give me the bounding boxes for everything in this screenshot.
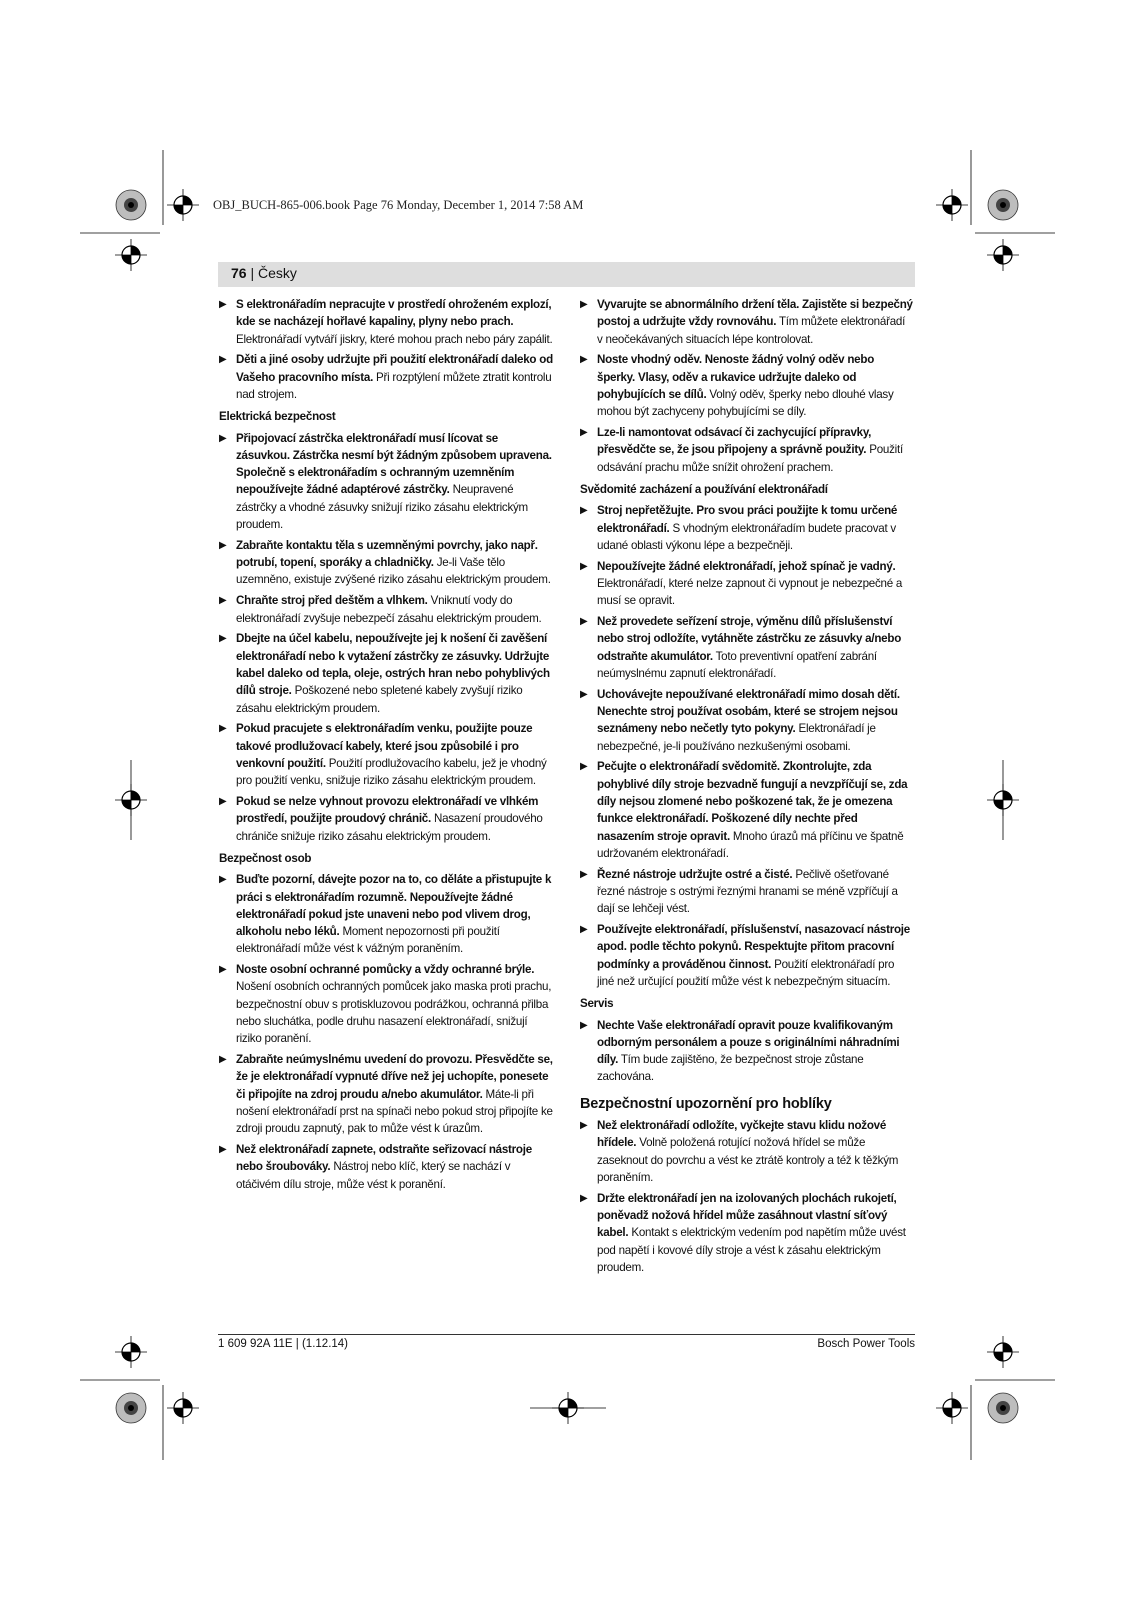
bullet-triangle-icon: ▶ [219, 874, 227, 886]
safety-item-instruction: Děti a jiné osoby udržujte při použití elektronářadí daleko od Vašeho pracovního místa. [236, 353, 553, 384]
safety-item [219, 961, 554, 1047]
safety-item [580, 502, 913, 554]
safety-item [580, 296, 913, 348]
safety-item-explanation: Moment nepozornosti při použití elektronářadí může vést k vážným poraněním. [236, 925, 500, 956]
safety-item [580, 613, 913, 682]
safety-item [580, 866, 913, 918]
safety-item-instruction: Vyvarujte se abnormálního držení těla. Zajistěte si bezpečný postoj a udržujte vždy rovnováhu. [597, 298, 913, 329]
footer-rule [218, 1334, 915, 1335]
safety-item [219, 871, 554, 957]
safety-item [219, 1141, 554, 1193]
safety-item [580, 921, 913, 990]
left-column [219, 296, 554, 1197]
safety-item-explanation: Je-li Vaše tělo uzemněno, existuje zvýšené riziko zásahu elektrickým proudem. [236, 556, 551, 587]
page-language: Česky [258, 265, 297, 281]
bullet-triangle-icon: ▶ [580, 868, 588, 880]
safety-item-instruction: Pečujte o elektronářadí svědomitě. Zkontrolujte, zda pohyblivé díly stroje bezvadně fungují a nevzpříčují se, zda díly nejsou zlomené nebo poškozené tak, že je omezena funkce elektronářadí. Poškozené díly nechte před nasazením stroje opravit. [597, 760, 908, 843]
safety-item [580, 351, 913, 420]
safety-item [580, 1190, 913, 1276]
bullet-triangle-icon: ▶ [219, 299, 227, 310]
bullet-triangle-icon: ▶ [580, 761, 588, 773]
bullet-triangle-icon: ▶ [219, 964, 227, 976]
bullet-triangle-icon: ▶ [580, 1120, 588, 1132]
safety-item-explanation: Pečlivě ošetřované řezné nástroje s ostrými řeznými hranami se méně vzpříčují a dají se lehčeji vést. [597, 867, 898, 916]
safety-item-explanation: Poškozené nebo spletené kabely zvyšují riziko zásahu elektrickým proudem. [236, 684, 523, 715]
safety-item-explanation: Toto preventivní opatření zabrání neúmyslnému zapnutí elektronářadí. [597, 649, 877, 680]
safety-item-explanation: Volný oděv, šperky nebo dlouhé vlasy mohou být zachyceny pohybujícími se díly. [597, 387, 894, 419]
safety-item-instruction: Dbejte na účel kabelu, nepoužívejte jej k nošení či zavěšení elektronářadí nebo k vytažení zástrčky ze zásuvky. Udržujte kabel daleko od tepla, oleje, ostrých hran nebo pohyblivých dílů stroje. [236, 632, 550, 698]
safety-item-explanation: Tím můžete elektronářadí v neočekávaných situacích lépe kontrolovat. [597, 315, 906, 346]
safety-item-instruction: Noste osobní ochranné pomůcky a vždy ochranné brýle. [236, 963, 535, 977]
safety-item-explanation: Tím bude zajištěno, že bezpečnost stroje zůstane zachována. [597, 1053, 864, 1084]
safety-item-explanation: Neupravené zástrčky a vhodné zásuvky snižují riziko zásahu elektrickým proudem. [236, 483, 528, 532]
bullet-triangle-icon: ▶ [580, 1192, 588, 1204]
bullet-triangle-icon: ▶ [580, 924, 588, 936]
safety-item-instruction: Než elektronářadí zapnete, odstraňte seřizovací nástroje nebo šroubováky. [236, 1143, 532, 1174]
safety-item-explanation: Elektronářadí, které nelze zapnout či vypnout je nebezpečné a musí se opravit. [597, 576, 903, 608]
safety-item [219, 720, 554, 789]
safety-item-explanation: Elektronářadí vytváří jiskry, které mohou prach nebo páry zapálit. [236, 332, 553, 346]
safety-item-explanation: Mnoho úrazů má příčinu ve špatně udržovaném elektronářadí. [597, 829, 904, 860]
safety-item-explanation: Při rozptýlení můžete ztratit kontrolu nad strojem. [236, 370, 552, 401]
safety-item-instruction: Nechte Vaše elektronářadí opravit pouze kvalifikovaným odborným personálem a pouze s originálními náhradními díly. [597, 1018, 900, 1067]
bullet-triangle-icon: ▶ [219, 539, 227, 551]
safety-item-explanation: Kontakt s elektrickým vedením pod napětím může uvést pod napětí i kovové díly stroje a vést k zásahu elektrickým proudem. [597, 1226, 906, 1274]
section-title: Bezpečnostní upozornění pro hoblíky [580, 1095, 832, 1112]
bullet-triangle-icon: ▶ [580, 505, 588, 517]
bullet-triangle-icon: ▶ [580, 299, 588, 310]
safety-item-instruction: Uchovávejte nepoužívané elektronářadí mimo dosah dětí. Nenechte stroj používat osobám, které se strojem nejsou seznámeny nebo nečetly tyto pokyny. [597, 687, 900, 736]
page-header: 76 | Česky [231, 265, 297, 281]
safety-item [580, 758, 913, 862]
page-number: 76 [231, 265, 247, 281]
bullet-triangle-icon: ▶ [219, 723, 227, 735]
safety-item-instruction: Připojovací zástrčka elektronářadí musí lícovat se zásuvkou. Zástrčka nesmí být žádným způsobem upravena. Společně s elektronářadím s ochranným uzemněním nepoužívejte žádné adaptérové zástrčky. [236, 431, 552, 497]
safety-item [219, 1051, 554, 1137]
safety-item-instruction: Zabraňte neúmyslnému uvedení do provozu. Přesvědčte se, že je elektronářadí vypnuté dříve než jej uchopíte, ponesete či připojíte na zdroj proudu a/nebo akumulátor. [236, 1053, 553, 1101]
safety-item-explanation: S vhodným elektronářadím budete pracovat v udané oblasti výkonu lépe a bezpečněji. [597, 521, 896, 552]
bullet-triangle-icon: ▶ [219, 1054, 227, 1066]
safety-item [580, 686, 913, 755]
safety-item-instruction: Buďte pozorní, dávejte pozor na to, co děláte a přistupujte k práci s elektronářadím rozumně. Nepoužívejte žádné elektronářadí pokud jste unaveni nebo pod vlivem drog, alkoholu nebo léků. [236, 873, 552, 939]
safety-item-explanation: Volně položená rotující nožová hřídel se může zaseknout do povrchu a vést ke ztrátě kontroly a též k těžkým poraněním. [597, 1136, 899, 1184]
safety-item-instruction: Zabraňte kontaktu těla s uzemněnými povrchy, jako např. potrubí, topení, sporáky a chladničky. [236, 538, 538, 570]
right-column [580, 296, 913, 1280]
safety-item-instruction: Pokud se nelze vyhnout provozu elektronářadí ve vlhkém prostředí, použijte proudový chránič. [236, 795, 539, 826]
subsection-heading: Svědomité zacházení a používání elektronářadí [580, 482, 828, 496]
bullet-triangle-icon: ▶ [219, 432, 227, 444]
safety-item-instruction: Než provedete seřízení stroje, výměnu dílů příslušenství nebo stroj odložíte, vytáhněte zástrčku ze zásuvky a/nebo odstraňte akumulátor. [597, 615, 902, 663]
safety-item-instruction: Noste vhodný oděv. Nenoste žádný volný oděv nebo šperky. Vlasy, oděv a rukavice udržujte daleko od pohybujících se dílů. [597, 353, 875, 401]
safety-item-instruction: Stroj nepřetěžujte. Pro svou práci použijte k tomu určené elektronářadí. [597, 504, 898, 535]
footer-brand: Bosch Power Tools [817, 1338, 915, 1350]
safety-item-explanation: Použití elektronářadí pro jiné než určující použití může vést k nebezpečným situacím. [597, 957, 895, 988]
safety-item [219, 296, 554, 348]
safety-item-instruction: Pokud pracujete s elektronářadím venku, použijte pouze takové prodlužovací kabely, které jsou způsobilé i pro venkovní použití. [236, 722, 533, 770]
safety-item-explanation: Nošení osobních ochranných pomůcek jako maska proti prachu, bezpečnostní obuv s protiskluzovou podrážkou, ochranná přilba nebo sluchátka, podle druhu nasazení elektronářadí, snižují riziko poranění. [236, 980, 552, 1046]
bullet-triangle-icon: ▶ [219, 796, 227, 808]
subsection-heading: Servis [580, 997, 614, 1011]
bullet-triangle-icon: ▶ [580, 427, 588, 439]
header-bar [218, 262, 915, 287]
safety-item [219, 430, 554, 534]
bullet-triangle-icon: ▶ [580, 354, 588, 366]
safety-item-instruction: Lze-li namontovat odsávací či zachycující přípravky, přesvědčte se, že jsou připojeny a správně použity. [597, 426, 872, 457]
safety-item-instruction: Než elektronářadí odložíte, vyčkejte stavu klidu nožové hřídele. [597, 1119, 887, 1150]
safety-item [219, 351, 554, 403]
safety-item-instruction: Řezné nástroje udržujte ostré a čisté. [597, 867, 793, 881]
safety-item-instruction: S elektronářadím nepracujte v prostředí ohroženém explozí, kde se nacházejí hořlavé kapaliny, plyny nebo prach. [236, 298, 552, 329]
safety-item-explanation: Použití prodlužovacího kabelu, jež je vhodný pro použití venku, snižuje riziko zásahu elektrickým proudem. [236, 756, 547, 788]
bullet-triangle-icon: ▶ [219, 1144, 227, 1156]
bullet-triangle-icon: ▶ [219, 354, 227, 366]
subsection-heading: Bezpečnost osob [219, 851, 312, 865]
safety-item [580, 1017, 913, 1086]
safety-item-instruction: Držte elektronářadí jen na izolovaných plochách rukojetí, poněvadž nožová hřídel může zasáhnout vlastní síťový kabel. [597, 1191, 897, 1240]
subsection-heading: Elektrická bezpečnost [219, 410, 336, 424]
safety-item-instruction: Používejte elektronářadí, příslušenství, nasazovací nástroje apod. podle těchto pokynů. Respektujte přitom pracovní podmínky a prováděnou činnost. [597, 923, 910, 971]
safety-item-explanation: Máte-li při nošení elektronářadí prst na spínači nebo pokud stroj připojíte ke zdroji proudu zapnutý, pak to může vést k úrazům. [236, 1087, 553, 1136]
book-info: OBJ_BUCH-865-006.book Page 76 Monday, December 1, 2014 7:58 AM [213, 198, 584, 212]
bullet-triangle-icon: ▶ [580, 560, 588, 572]
bullet-triangle-icon: ▶ [580, 1019, 588, 1031]
safety-item-explanation: Použití odsávání prachu může snížit ohrožení prachem. [597, 443, 903, 474]
safety-item-explanation: Nástroj nebo klíč, který se nachází v otáčivém dílu stroje, může vést k poranění. [236, 1160, 511, 1191]
safety-item-explanation: Nasazení proudového chrániče snižuje riziko zásahu elektrickým proudem. [236, 812, 543, 843]
safety-item [219, 630, 554, 716]
safety-item-explanation: Elektronářadí je nebezpečné, je-li používáno nezkušenými osobami. [597, 722, 876, 753]
bullet-triangle-icon: ▶ [219, 633, 227, 645]
bullet-triangle-icon: ▶ [219, 595, 227, 607]
safety-item-instruction: Chraňte stroj před deštěm a vlhkem. [236, 594, 428, 608]
safety-item [219, 793, 554, 845]
footer-doc-number: 1 609 92A 11E | (1.12.14) [218, 1338, 349, 1350]
safety-item [219, 592, 554, 627]
safety-item-instruction: Nepoužívejte žádné elektronářadí, jehož spínač je vadný. [597, 559, 896, 573]
safety-item-explanation: Vniknutí vody do elektronářadí zvyšuje nebezpečí zásahu elektrickým proudem. [236, 594, 542, 625]
safety-item [219, 537, 554, 589]
bullet-triangle-icon: ▶ [580, 616, 588, 628]
safety-item [580, 1117, 913, 1186]
safety-item [580, 558, 913, 610]
bullet-triangle-icon: ▶ [580, 688, 588, 700]
safety-item [580, 424, 913, 476]
